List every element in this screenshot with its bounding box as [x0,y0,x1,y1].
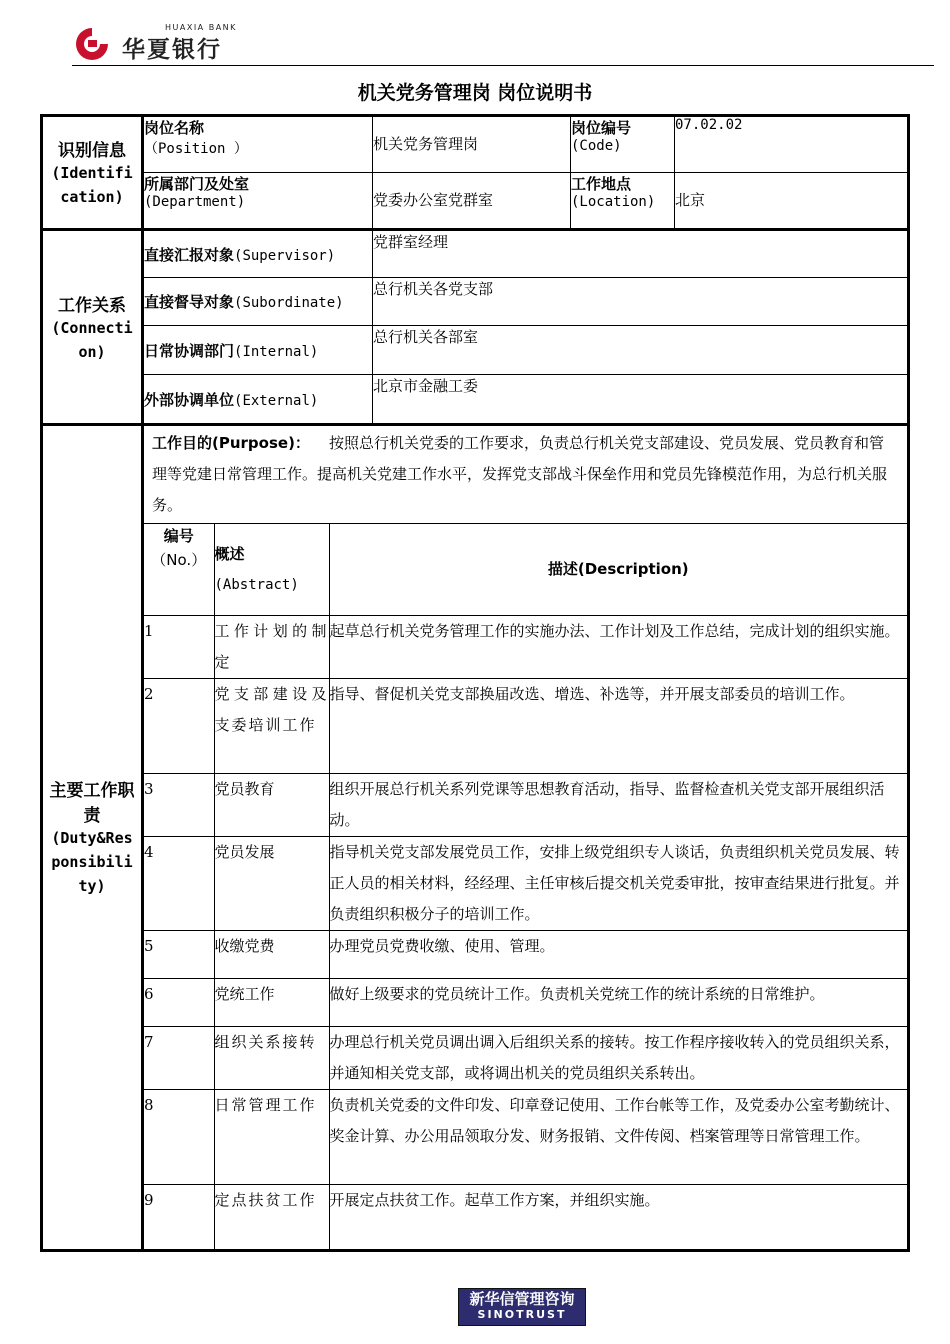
consult-name-cn: 新华信管理咨询 [469,1290,575,1308]
external-value: 北京市金融工委 [373,375,908,425]
col-abstract-header: 概述 (Abstract) [214,524,329,616]
item-no: 6 [144,979,214,1027]
item-description: 做好上级要求的党员统计工作。负责机关党统工作的统计系统的日常维护。 [329,979,907,1027]
item-no: 1 [144,616,214,679]
duty-items-table [144,523,907,1249]
item-description: 起草总行机关党务管理工作的实施办法、工作计划及工作总结，完成计划的组织实施。 [329,616,907,679]
bank-name-cn: 华夏银行 [122,37,222,63]
document-title: 机关党务管理岗 岗位说明书 [357,82,593,104]
table-row [144,979,907,1027]
purpose-paragraph [144,426,907,523]
col-no-header: 编号 （No.） [144,524,214,616]
item-abstract: 党员发展 [214,837,329,931]
code-value: 07.02.02 [675,117,908,173]
item-abstract: 收缴党费 [214,931,329,979]
duty-section-label: 主要工作职责 (Duty&Responsibility) [43,425,143,1250]
internal-label: 日常协调部门(Internal) [143,326,373,375]
item-abstract: 党支部建设及支委培训工作 [214,679,329,774]
duty-header-row [144,524,907,616]
item-abstract: 定点扶贫工作 [214,1185,329,1249]
code-label: 岗位编号 (Code) [571,117,675,173]
location-label: 工作地点 (Location) [571,173,675,230]
job-description-table [40,114,910,1252]
position-value: 机关党务管理岗 [373,117,571,173]
table-row [144,1090,907,1185]
subordinate-value: 总行机关各党支部 [373,278,908,326]
item-abstract: 党统工作 [214,979,329,1027]
item-no: 4 [144,837,214,931]
item-description: 组织开展总行机关系列党课等思想教育活动，指导、监督检查机关党支部开展组织活动。 [329,774,907,837]
item-no: 3 [144,774,214,837]
item-abstract: 日常管理工作 [214,1090,329,1185]
item-no: 8 [144,1090,214,1185]
item-abstract: 工作计划的制定 [214,616,329,679]
header-rule [72,65,934,66]
table-row [144,1185,907,1249]
item-description: 负责机关党委的文件印发、印章登记使用、工作台帐等工作，及党委办公室考勤统计、奖金计算、办公用品领取分发、财务报销、文件传阅、档案管理等日常管理工作。 [329,1090,907,1185]
sinotrust-logo [458,1288,586,1326]
identification-section-label: 识别信息 (Identification) [43,117,143,230]
purpose-label: 工作目的(Purpose)： [152,434,310,452]
item-no: 5 [144,931,214,979]
table-row [144,774,907,837]
table-row [144,837,907,931]
page-header [0,0,950,70]
huaxia-bank-logo-icon [72,26,112,60]
internal-value: 总行机关各部室 [373,326,908,375]
department-label: 所属部门及处室 (Department) [143,173,373,230]
position-label: 岗位名称 （Position ） [143,117,373,173]
table-row [144,679,907,774]
item-description: 指导机关党支部发展党员工作，安排上级党组织专人谈话，负责组织机关党员发展、转正人员的相关材料，经经理、主任审核后提交机关党委审批，按审查结果进行批复。并负责组织积极分子的培训工作。 [329,837,907,931]
table-row [144,931,907,979]
consult-name-en: SINOTRUST [477,1308,567,1321]
supervisor-value: 党群室经理 [373,230,908,278]
item-description: 办理党员党费收缴、使用、管理。 [329,931,907,979]
item-no: 2 [144,679,214,774]
subordinate-label: 直接督导对象(Subordinate) [143,278,373,326]
item-no: 7 [144,1027,214,1090]
location-value: 北京 [675,173,908,230]
bank-name-en: HUAXIA BANK [165,23,237,32]
item-no: 9 [144,1185,214,1249]
connection-section-label: 工作关系 (Connection) [43,230,143,425]
item-abstract: 组织关系接转 [214,1027,329,1090]
duty-content [143,425,908,1250]
item-description: 指导、督促机关党支部换届改选、增选、补选等，并开展支部委员的培训工作。 [329,679,907,774]
col-description-header: 描述(Description) [329,524,907,616]
item-description: 办理总行机关党员调出调入后组织关系的接转。按工作程序接收转入的党员组织关系，并通知相关党支部，或将调出机关的党员组织关系转出。 [329,1027,907,1090]
purpose-text: 按照总行机关党委的工作要求，负责总行机关党支部建设、党员发展、党员教育和管理等党建日常管理工作。提高机关党建工作水平，发挥党支部战斗保垒作用和党员先锋模范作用，为总行机关服务。 [152,434,888,514]
table-row [144,616,907,679]
department-value: 党委办公室党群室 [373,173,571,230]
external-label: 外部协调单位(External) [143,375,373,425]
item-abstract: 党员教育 [214,774,329,837]
supervisor-label: 直接汇报对象(Supervisor) [143,230,373,278]
item-description: 开展定点扶贫工作。起草工作方案，并组织实施。 [329,1185,907,1249]
table-row [144,1027,907,1090]
